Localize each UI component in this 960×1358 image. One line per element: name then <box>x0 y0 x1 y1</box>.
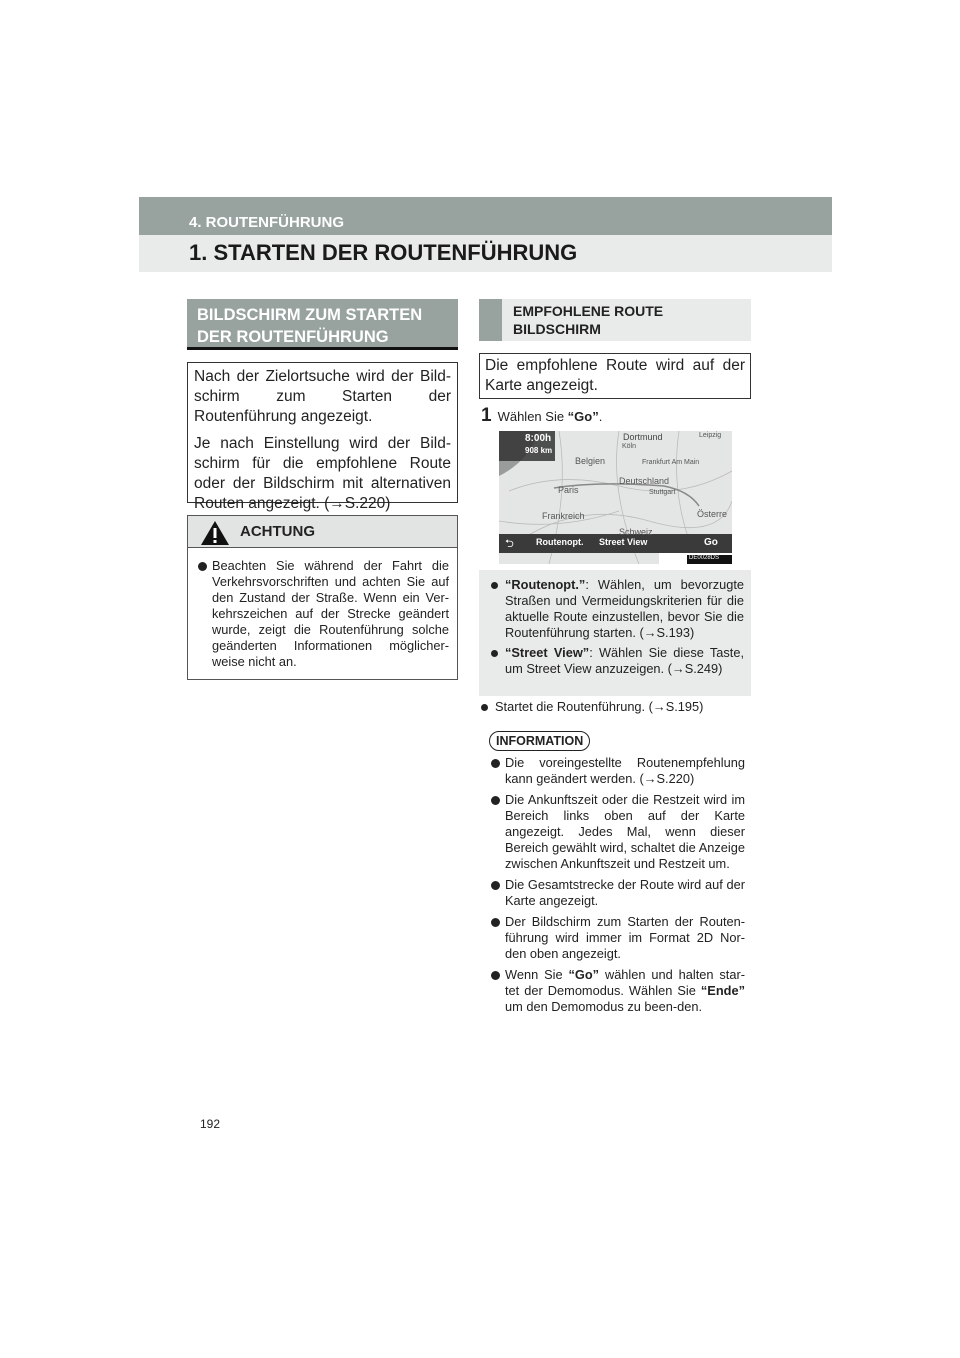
back-icon[interactable]: ⮌ <box>505 538 514 550</box>
step-bold: “Go” <box>567 409 599 424</box>
map-city: Schweiz <box>619 527 653 537</box>
step-number: 1 <box>481 405 492 426</box>
go-button[interactable]: Go <box>704 537 718 548</box>
option-label: “Routenopt.” <box>505 577 586 592</box>
routeopt-button[interactable]: Routenopt. <box>536 537 584 547</box>
step-end: . <box>598 409 603 424</box>
page-title: 1. STARTEN DER ROUTENFÜHRUNG <box>139 235 832 272</box>
info-item: Der Bildschirm zum Starten der Routen-führung wird immer im Format 2D Nor-den oben angezeigt. <box>489 914 745 962</box>
page-number: 192 <box>200 1117 221 1131</box>
warning-box <box>187 515 458 680</box>
info-item: Die Ankunftszeit oder die Restzeit wird im Bereich links oben auf der Karte angezeigt. Jedes Mal, wenn dieser Bereich gewählt wird, schaltet die Anzeige zwischen Ankunftszeit und Restzeit um. <box>489 792 745 872</box>
info-item: Die Gesamtstrecke der Route wird auf der Karte angezeigt. <box>489 877 745 909</box>
map-city: Paris <box>558 485 579 495</box>
option-text: : Wählen, um bevorzugte Straßen und Vermeidungskriterien für die aktuelle Route einzustellen, bevor Sie die Routenführung starten. (→S.193) <box>505 577 744 640</box>
map-time: 8:00h <box>525 433 552 444</box>
information-list <box>489 755 745 1020</box>
chapter-header: 4. ROUTENFÜHRUNG <box>139 197 832 235</box>
section-heading-right: EMPFOHLENE ROUTE BILDSCHIRM <box>479 299 751 341</box>
warning-text: Beachten Sie während der Fahrt die Verkehrsvorschriften und achten Sie auf den Zustand der Straße. Wenn ein Ver-kehrszeichen auf der Strecke geändert wurde, zeigt die Routenführung solche geänderten Informationen möglicher-weise nicht an. <box>196 558 449 670</box>
map-city: Köln <box>622 443 637 450</box>
t: um den Demomodus zu been-den. <box>505 999 703 1014</box>
info-item <box>489 967 745 1015</box>
options-box <box>479 570 751 696</box>
t: wählen und halten star-tet der Demomodus. Wählen Sie <box>505 967 745 998</box>
paragraph: Nach der Zielortsuche wird der Bild-schirm zum Starten der Routenführung angezeigt. <box>194 368 451 425</box>
map-city: Deutschland <box>619 476 670 486</box>
step-1 <box>481 405 602 427</box>
warning-triangle-icon <box>200 520 230 546</box>
map-city: Leipzig <box>699 432 722 439</box>
intro-box-left <box>187 362 458 512</box>
streetview-button[interactable]: Street View <box>599 537 648 547</box>
option-label: “Street View” <box>505 645 590 660</box>
map-city: Frankreich <box>542 511 585 521</box>
t: “Go” <box>568 967 600 982</box>
warning-title: ACHTUNG <box>240 523 315 540</box>
map-city: Dortmund <box>623 432 663 442</box>
start-note: Startet die Routenführung. (→S.195) <box>479 699 751 715</box>
section-heading-left: BILDSCHIRM ZUM STARTEN DER ROUTENFÜHRUNG <box>187 299 458 350</box>
map-city: Belgien <box>575 456 606 466</box>
option-streetview <box>489 645 744 677</box>
information-label: INFORMATION <box>489 731 590 751</box>
map-city: Österre <box>697 509 728 519</box>
paragraph: Je nach Einstellung wird der Bild-schirm für die empfohlene Route oder der Bildschirm mit alternativen Routen angezeigt. (→S.220) <box>194 435 451 512</box>
step-text: Wählen Sie <box>497 409 568 424</box>
map-distance: 908 km <box>525 446 553 455</box>
map-city: Stuttgart <box>649 489 676 496</box>
map-screenshot <box>499 431 732 564</box>
option-text: : Wählen Sie diese Taste, um Street View anzuzeigen. (→S.249) <box>505 645 744 676</box>
t: “Ende” <box>700 983 745 998</box>
intro-box-right: Die empfohlene Route wird auf der Karte angezeigt. <box>479 353 751 399</box>
warning-header <box>188 516 457 548</box>
t: Wenn Sie <box>505 967 569 982</box>
image-code: DE0028DS <box>689 555 720 561</box>
info-item: Die voreingestellte Routenempfehlung kann geändert werden. (→S.220) <box>489 755 745 787</box>
option-routeopt <box>489 577 744 641</box>
map-city: Frankfurt Am Main <box>642 459 700 466</box>
